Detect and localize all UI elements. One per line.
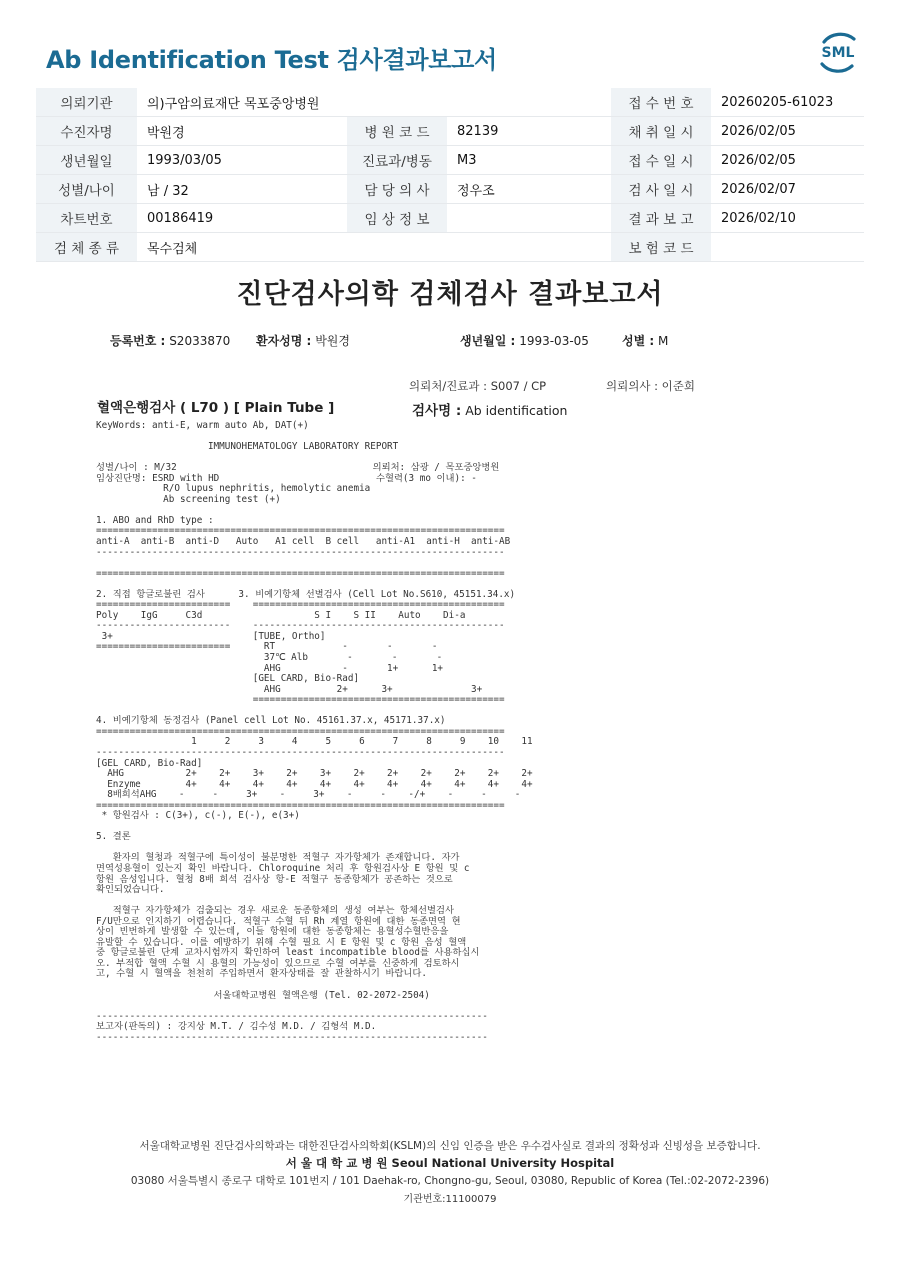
doctor-value: 정우조 (447, 175, 611, 204)
lab-report-body: KeyWords: anti-E, warm auto Ab, DAT(+) IMMUNOHEMATOLOGY LABORATORY REPORT 성별/나이 : M/32 의뢰처: 삼광 / 목포중앙병원 임상진단명: ESRD with HD 수혈력(3 mo 이내): - R/O lupus nephritis, hemolytic anemia Ab screening test (+) 1. ABO and RhD type : ========================================================================= anti-A anti-B anti-D Auto A1 cell B cell anti-A1 anti-H anti-AB ------------------------------------------------------------------------- ========================================================================= 2. 직접 항글로불린 검사 3. 비예기항체 선별검사 (Cell Lot No.S610, 45151.34.x) ======================== ============================================= Poly IgG C3d S I S II Auto Di-a ------------------------ --------------------------------------------- 3+ [TUBE, Ortho] ======================== RT - - - 37℃ Alb - - - AHG - 1+ 1+ [GEL CARD, Bio-Rad] AHG 2+ 3+ 3+ ============================================= 4. 비예기항체 동정검사 (Panel cell Lot No. 45161.37.x, 45171.37.x) ========================================================================= 1 2 3 4 5 6 7 8 9 10 11 ------------------------------------------------------------------------- [GEL CARD, Bio-Rad] AHG 2+ 2+ 3+ 2+ 3+ 2+ 2+ 2+ 2+ 2+ 2+ Enzyme 4+ 4+ 4+ 4+ 4+ 4+ 4+ 4+ 4+ 4+ 4+ 8배희석AHG - - 3+ - 3+ - - -/+ - - - ========================================================================= * 항원검사 : C(3+), c(-), E(-), e(3+) 5. 결론 환자의 혈청과 적혈구에 특이성이 불분명한 적혈구 자가항체가 존재합니다. 자가 면역성용혈이 있는지 확인 바랍니다. Chloroquine 처리 후 항원검사상 E 항원 및 c 항원 음성입니다. 혈청 8배 희석 검사상 항-E 적혈구 동종항체가 공존하는 것으로 확인되었습니다. 적혈구 자가항체가 검출되는 경우 새로운 동종항체의 생성 여부는 항체선별검사 F/U만으로 인지하기 어렵습니다. 적혈구 수혈 뒤 Rh 계열 항원에 대한 동종면역 현 상이 빈번하게 발생할 수 있는데, 이들 항원에 대한 동종항체는 용혈성수혈반응을 유발할 수 있습니다. 이를 예방하기 위해 수혈 필요 시 E 항원 및 c 항원 음성 혈액 중 항글로불린 단계 교차시험까지 확인하여 least incompatible blood를 사용하십시 오. 부적합 혈액 수혈 시 용혈의 가능성이 있으므로 수혈 여부를 신중하게 검토하시 고, 수혈 시 혈액을 천천히 주입하면서 환자상태를 잘 관찰하시기 바랍니다. 서울대학교병원 혈액은행 (Tel. 02-2072-2504) ---------------------------------------------------------------------- 보고자(판독의) : 강지상 M.T. / 김수성 M.D. / 김형석 M.D. ---------------------------------------------------------------------- (96, 420, 533, 1043)
exam-name (412, 399, 567, 419)
report-title: 진단검사의학 검체검사 결과보고서 (236, 279, 664, 310)
receipt-no-value: 20260205-61023 (711, 88, 864, 117)
reg-no-label: 등록번호 : (110, 334, 166, 348)
info-row (36, 233, 864, 262)
exam-name-value: Ab identification (465, 403, 568, 418)
receive-date-label: 접 수 일 시 (611, 146, 711, 175)
hospital-name: 서 울 대 학 교 병 원 Seoul National University Hospital (285, 1156, 615, 1170)
report-header (0, 0, 900, 86)
insurance-label: 보 험 코 드 (611, 233, 711, 262)
specimen-label: 검 체 종 류 (36, 233, 137, 262)
specimen-value: 목수검체 (137, 233, 611, 262)
sex-age-value: 남 / 32 (137, 175, 347, 204)
hospital-code-label: 병 원 코 드 (347, 117, 447, 146)
collect-date-value: 2026/02/05 (711, 117, 864, 146)
report-dob-value: 1993-03-05 (519, 334, 589, 348)
dob-value: 1993/03/05 (137, 146, 347, 175)
info-row (36, 175, 864, 204)
institution-label: 의뢰기관 (36, 88, 137, 117)
institution-number: 기관번호:11100079 (403, 1194, 497, 1205)
hospital-address: 03080 서울특별시 종로구 대학로 101번지 / 101 Daehak-ro, Chongno-gu, Seoul, 03080, Republic of Korea (Tel.:02-2072-2396) (130, 1175, 770, 1187)
clinical-label: 임 상 정 보 (347, 204, 447, 233)
ref-doctor: 의뢰의사 : 이준희 (606, 379, 695, 393)
collect-date-label: 채 취 일 시 (611, 117, 711, 146)
insurance-value (711, 233, 864, 262)
info-row (36, 117, 864, 146)
info-row (36, 146, 864, 175)
patient-value: 박원경 (137, 117, 347, 146)
sex-age-label: 성별/나이 (36, 175, 137, 204)
receive-date-value: 2026/02/05 (711, 146, 864, 175)
report-sex-label: 성별 : (622, 334, 655, 348)
test-date-value: 2026/02/07 (711, 175, 864, 204)
reg-no-value: S2033870 (169, 334, 231, 348)
hospital-code-value: 82139 (447, 117, 611, 146)
clinical-value (447, 204, 611, 233)
doctor-label: 담 당 의 사 (347, 175, 447, 204)
document-title: Ab Identification Test 검사결과보고서 (46, 46, 497, 74)
exam-title: 혈액은행검사 ( L70 ) [ Plain Tube ] (97, 400, 335, 416)
report-sex-value: M (658, 334, 669, 348)
dob-label: 생년월일 (36, 146, 137, 175)
svg-text:SML: SML (821, 45, 855, 61)
ref-dept: 의뢰처/진료과 : S007 / CP (409, 379, 547, 393)
certification-note: 서울대학교병원 진단검사의학과는 대한진단검사의학회(KSLM)의 신임 인증을 받은 우수검사실로 결과의 정확성과 신빙성을 보증합니다. (139, 1140, 761, 1152)
receipt-no-label: 접 수 번 호 (611, 88, 711, 117)
exam-name-label: 검사명 : (412, 403, 462, 419)
chart-label: 차트번호 (36, 204, 137, 233)
report-date-value: 2026/02/10 (711, 204, 864, 233)
reg-no (110, 332, 230, 349)
patient-info-table (36, 88, 864, 262)
report-sex (622, 332, 668, 349)
report-dob-label: 생년월일 : (460, 334, 516, 348)
sml-logo-icon (814, 30, 862, 74)
info-row (36, 88, 864, 117)
report-patient-label: 환자성명 : (256, 334, 312, 348)
patient-label: 수진자명 (36, 117, 137, 146)
dept-value: M3 (447, 146, 611, 175)
report-patient-value: 박원경 (315, 334, 350, 348)
info-row (36, 204, 864, 233)
report-patient (256, 332, 350, 349)
institution-value: 의)구암의료재단 목포중앙병원 (137, 88, 611, 117)
chart-value: 00186419 (137, 204, 347, 233)
report-date-label: 결 과 보 고 (611, 204, 711, 233)
test-date-label: 검 사 일 시 (611, 175, 711, 204)
report-dob (460, 332, 589, 349)
dept-label: 진료과/병동 (347, 146, 447, 175)
